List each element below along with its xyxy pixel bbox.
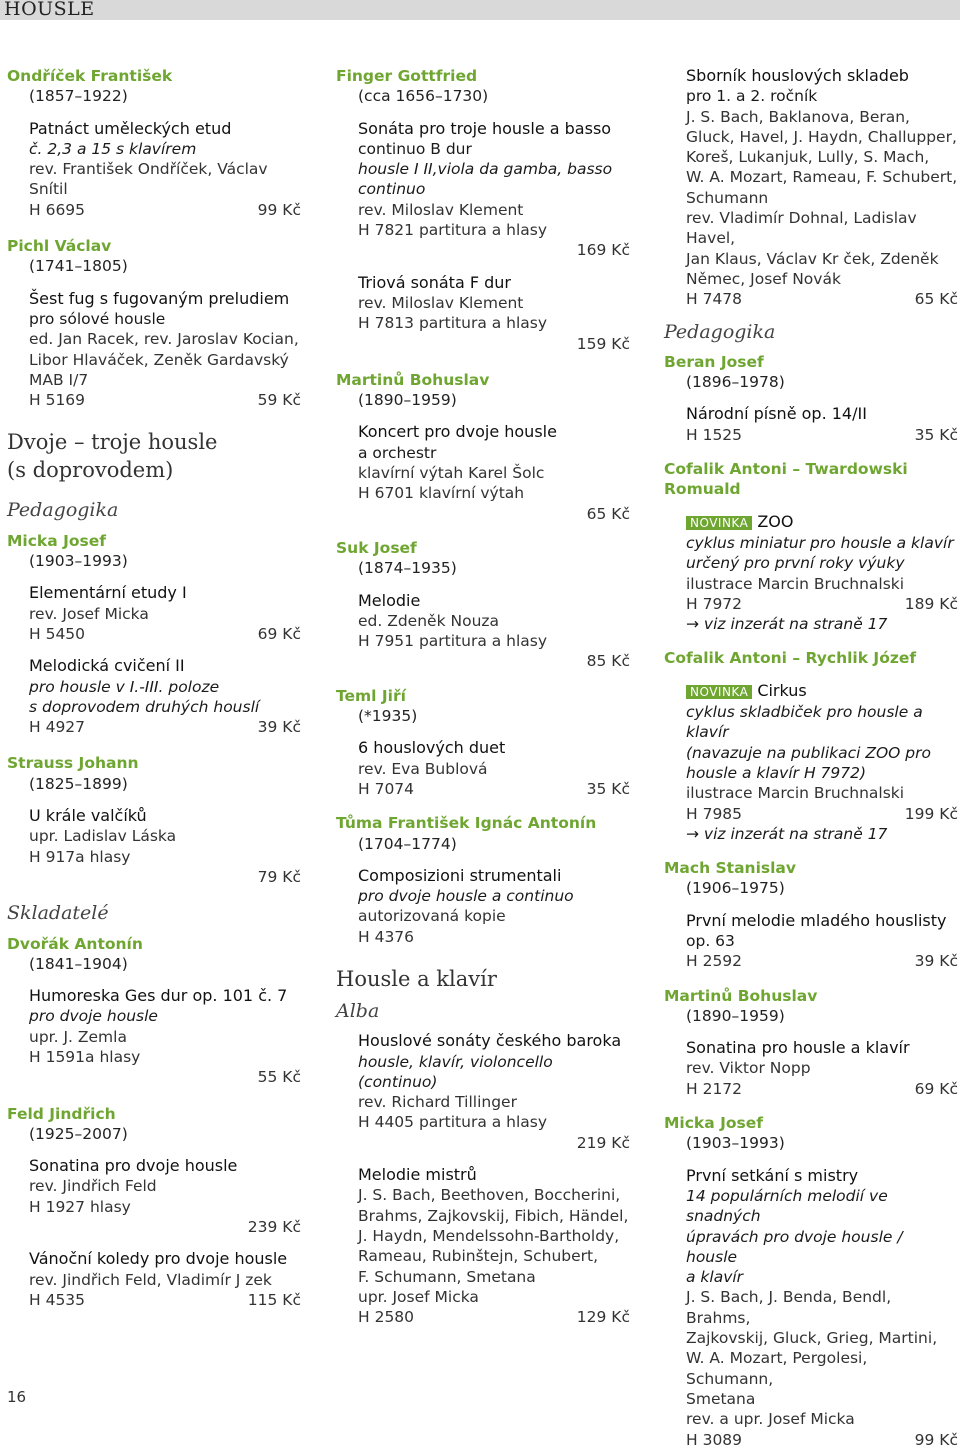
entry-composers: Zajkovskij, Gluck, Grieg, Martini, [686,1329,938,1348]
page-number: 16 [7,1388,27,1406]
entry-subtitle: pro housle v I.-III. poloze [29,677,220,696]
entry-price: 39 Kč [914,952,958,971]
entry-series: MAB I/7 [29,370,89,389]
entry-subtitle: housle I II,viola da gamba, basso [358,160,613,179]
entry-title: Houslové sonáty českého baroka [358,1031,622,1051]
catalog-entry [336,738,630,799]
catalog-entry [336,422,630,523]
subsection-heading: Skladatelé [7,902,109,925]
entry-rev: rev. Vladimír Dohnal, Ladislav Havel, [686,209,917,248]
entry-code-price [686,594,958,614]
entry-upr: upr. Josef Micka [358,1287,479,1306]
entry-price: 59 Kč [257,391,301,410]
composer-dates: (1841–1904) [29,954,128,973]
composer-dates: (1857–1922) [29,87,128,106]
subsection-heading: Pedagogika [664,320,776,343]
entry-rev: rev. Jindřich Feld [29,1177,157,1196]
entry-code: H 6695 [29,200,86,219]
entry-title: Elementární etudy I [29,583,187,603]
entry-price: 115 Kč [247,1290,301,1309]
entry-code: H 7821 partitura a hlasy [358,221,548,240]
entry-code-price [686,804,958,824]
catalog-entry [664,512,958,635]
entry-title: Humoreska Ges dur op. 101 č. 7 [29,986,288,1006]
entry-title: U krále valčíků [29,806,147,826]
catalog-entry [664,681,958,844]
entry-composers: J. S. Bach, Baklanova, Beran, [686,107,910,126]
entry-code-price [686,289,958,309]
composer-name: Cofalik Antoni – Rychlik Józef [664,649,917,668]
entry-subtitle: pro dvoje housle a continuo [358,887,574,906]
composer-dates: (1903–1993) [686,1134,785,1153]
entry-title [686,512,958,533]
entry-code: H 7478 [686,290,743,309]
composer-dates: (1825–1899) [29,774,128,793]
entry-code-price [686,1079,958,1099]
entry-subtitle: pro dvoje housle [29,1007,158,1026]
entry-code: H 7074 [358,779,415,798]
composer-name: Strauss Johann [7,754,139,773]
composer-name: Feld Jindřich [7,1104,116,1123]
catalog-entry [7,1156,301,1310]
entry-composers: J. S. Bach, Beethoven, Boccherini, [358,1186,621,1205]
composer-name: Cofalik Antoni – Twardowski [664,460,908,479]
composer-dates: (1890–1959) [686,1006,785,1025]
catalog-entry [336,1031,630,1327]
catalog-entry [664,911,958,972]
section-heading [7,428,301,484]
entry-title: Sonatina pro housle a klavír [686,1038,910,1058]
catalog-entry [7,119,301,220]
entry-title: Koncert pro dvoje housle [358,422,557,442]
entry-code: H 1525 [686,425,743,444]
entry-composers: Gluck, Havel, J. Haydn, Challupper, [686,127,957,146]
entry-composers: Smetana [686,1389,756,1408]
subsection-heading: Alba [336,999,380,1022]
column-2 [336,66,630,1327]
composer-name: Pichl Václav [7,237,112,256]
composer-name: Micka Josef [664,1114,763,1133]
composer-name-cont: Romuald [664,480,741,499]
entry-note: autorizovaná kopie [358,907,506,926]
entry-composers: Schumann [686,188,769,207]
entry-price: 159 Kč [576,334,630,353]
entry-rev: rev. František Ondříček, Václav Snítil [29,160,268,199]
entry-title-cont: pro 1. a 2. ročník [686,87,818,106]
entry-title: Sborník houslových skladeb [686,66,909,85]
entry-ilu: ilustrace Marcin Bruchnalski [686,784,905,803]
entry-code-price [29,390,301,410]
entry-ed-cont: Libor Hlaváček, Zeněk Gardavský [29,350,289,369]
entry-ed: ed. Jan Racek, rev. Jaroslav Kocian, [29,330,299,349]
entry-price: 35 Kč [586,779,630,798]
composer-name: Beran Josef [664,352,764,371]
entry-composers: F. Schumann, Smetana [358,1267,536,1286]
composer-dates: (1741–1805) [29,257,128,276]
entry-subtitle: housle, klavír, violoncello (continuo) [358,1052,553,1091]
entry-code: H 1591a hlasy [29,1047,141,1066]
entry-ed: ed. Zdeněk Nouza [358,611,500,630]
new-badge: NOVINKA [686,516,752,530]
entry-ilu: ilustrace Marcin Bruchnalski [686,574,905,593]
entry-composers: Brahms, Zajkovskij, Fibich, Händel, [358,1206,629,1225]
entry-price: 39 Kč [257,718,301,737]
entry-rev: rev. Josef Micka [29,604,149,623]
composer-dates: (*1935) [358,707,418,726]
entry-code: H 5450 [29,624,86,643]
composer-dates: (1704–1774) [358,834,457,853]
entry-price: 199 Kč [904,804,958,823]
entry-code: H 5169 [29,391,86,410]
entry-rev: rev. Miloslav Klement [358,293,524,312]
composer-name: Finger Gottfried [336,67,478,85]
entry-price: 169 Kč [576,241,630,260]
entry-code-price [29,1290,301,1310]
composer-name: Mach Stanislav [664,859,796,878]
page-header-title: HOUSLE [4,0,95,20]
composer-dates: (1906–1975) [686,879,785,898]
composer-name: Ondříček František [7,67,173,85]
entry-code-price [29,717,301,737]
entry-title-cont: continuo B dur [358,139,472,158]
entry-code: H 1927 hlasy [29,1197,131,1216]
entry-title: První setkání s mistry [686,1165,859,1185]
subsection-heading: Pedagogika [7,499,119,522]
entry-price: 69 Kč [914,1079,958,1098]
entry-code-price [358,779,630,799]
running-head [0,0,960,20]
entry-code-price [686,425,958,445]
entry-subtitle: úpravách pro dvoje housle / housle [686,1227,903,1266]
composer-name: Martinů Bohuslav [336,370,490,389]
composer-dates: (1896–1978) [686,373,785,392]
entry-subtitle: 14 populárních melodií ve snadných [686,1186,888,1226]
entry-code: H 2172 [686,1079,743,1098]
entry-title-text: Cirkus [757,680,807,700]
catalog-entry [7,583,301,737]
entry-title: 6 houslových duet [358,738,506,758]
section-heading-line: (s doprovodem) [7,458,174,483]
entry-composers: J. S. Bach, J. Benda, Bendl, Brahms, [686,1288,892,1327]
entry-price: 65 Kč [914,290,958,309]
entry-title: Sonáta pro troje housle a basso [358,118,612,138]
catalog-entry [664,1038,958,1099]
entry-price: 129 Kč [576,1308,630,1327]
composer-name: Tůma František Ignác Antonín [336,814,597,833]
entry-title: Melodie mistrů [358,1165,477,1185]
composer-dates: (1903–1993) [29,552,128,571]
entry-code-price [358,1307,630,1327]
entry-subtitle: s doprovodem druhých houslí [29,697,260,716]
entry-code: H 7813 partitura a hlasy [358,314,548,333]
entry-price: 85 Kč [586,652,630,671]
entry-subtitle: určený pro první roky výuky [686,554,905,573]
new-badge: NOVINKA [686,685,752,699]
entry-rev: rev. a upr. Josef Micka [686,1410,855,1429]
entry-title: Melodická cvičení II [29,656,185,676]
entry-subtitle: č. 2,3 a 15 s klavírem [29,139,197,158]
entry-code-price [29,624,301,644]
composer-name: Martinů Bohuslav [664,986,818,1005]
entry-code: H 4405 partitura a hlasy [358,1113,548,1132]
entry-code-price [686,1430,958,1450]
entry-price: 35 Kč [914,425,958,444]
entry-price: 99 Kč [914,1430,958,1449]
entry-subtitle: cyklus skladbiček pro housle a klavír [686,703,923,742]
section-heading-line: Dvoje – troje housle [7,430,218,455]
entry-vytah: klavírní výtah Karel Šolc [358,464,545,483]
column-1 [7,66,301,1310]
entry-title: Sonatina pro dvoje housle [29,1156,238,1176]
entry-composers: Koreš, Lukanjuk, Lully, S. Mach, [686,148,930,167]
catalog-entry [7,289,301,411]
entry-rev: Němec, Josef Novák [686,269,841,288]
cross-reference-link[interactable]: → viz inzerát na straně 17 [686,615,888,634]
entry-code-price [686,951,958,971]
entry-code: H 6701 klavírní výtah [358,484,525,503]
entry-code: H 4927 [29,718,86,737]
entry-title: Melodie [358,590,421,610]
catalog-entry [664,1166,958,1450]
section-heading: Housle a klavír [336,966,497,991]
composer-dates: (1925–2007) [29,1124,128,1143]
catalog-entry [7,806,301,887]
entry-rev: rev. Miloslav Klement [358,200,524,219]
entry-title: Vánoční koledy pro dvoje housle [29,1249,288,1269]
composer-dates: (cca 1656–1730) [358,87,489,106]
entry-price: 239 Kč [247,1218,301,1237]
entry-code: H 7972 [686,594,743,613]
entry-code: H 7951 partitura a hlasy [358,632,548,651]
composer-name: Suk Josef [336,538,417,557]
entry-code: H 2592 [686,952,743,971]
entry-title: První melodie mladého houslisty [686,910,947,930]
entry-title-cont: op. 63 [686,931,735,950]
entry-subtitle: cyklus miniatur pro housle a klavír [686,533,954,552]
entry-price: 99 Kč [257,200,301,219]
catalog-entry [336,119,630,354]
entry-composers: W. A. Mozart, Rameau, F. Schubert, [686,168,958,187]
entry-price: 65 Kč [586,504,630,523]
entry-rev: rev. Eva Bublová [358,759,488,778]
entry-rev: rev. Viktor Nopp [686,1059,811,1078]
entry-upr: upr. J. Zemla [29,1027,127,1046]
cross-reference-link[interactable]: → viz inzerát na straně 17 [686,824,888,843]
entry-rev: rev. Jindřich Feld, Vladimír J zek [29,1270,272,1289]
entry-code: H 7985 [686,804,743,823]
entry-price: 55 Kč [257,1068,301,1087]
catalog-entry [664,404,958,445]
entry-subtitle: continuo [358,180,426,199]
entry-price: 79 Kč [257,867,301,886]
entry-title [686,681,958,702]
composer-dates: (1874–1935) [358,559,457,578]
entry-code: H 4376 [358,927,415,946]
entry-title-text: ZOO [757,511,794,531]
entry-subtitle: housle a klavír H 7972) [686,763,867,782]
catalog-entry [336,866,630,947]
entry-price: 189 Kč [904,594,958,613]
composer-name: Micka Josef [7,531,106,550]
composer-name: Teml Jiří [336,686,406,705]
entry-title: Šest fug s fugovaným preludiem [29,288,290,308]
entry-title: Patnáct uměleckých etud [29,118,232,138]
entry-code: H 2580 [358,1308,415,1327]
catalog-entry [664,66,958,310]
entry-title: Triová sonáta F dur [358,272,511,292]
entry-composers: J. Haydn, Mendelssohn-Bartholdy, [358,1226,620,1245]
entry-subtitle: a klavír [686,1268,744,1287]
composer-name: Dvořák Antonín [7,934,143,953]
catalog-entry [336,591,630,672]
entry-code: H 917a hlasy [29,847,131,866]
column-3 [664,66,958,1450]
entry-code: H 3089 [686,1430,743,1449]
entry-title-cont: pro sólové housle [29,309,166,328]
entry-composers: W. A. Mozart, Pergolesi, Schumann, [686,1349,868,1388]
entry-code: H 4535 [29,1290,86,1309]
entry-code-price [29,200,301,220]
entry-title-cont: a orchestr [358,443,437,462]
entry-title: Composizioni strumentali [358,865,562,885]
entry-title: Národní písně op. 14/II [686,404,867,424]
entry-subtitle: (navazuje na publikaci ZOO pro [686,743,932,762]
entry-composers: Rameau, Rubinštejn, Schubert, [358,1247,599,1266]
catalog-entry [7,986,301,1087]
entry-upr: upr. Ladislav Láska [29,827,177,846]
entry-rev: rev. Richard Tillinger [358,1093,517,1112]
entry-rev: Jan Klaus, Václav Kr ček, Zdeněk [686,249,939,268]
entry-price: 219 Kč [576,1133,630,1152]
composer-dates: (1890–1959) [358,391,457,410]
entry-price: 69 Kč [257,624,301,643]
